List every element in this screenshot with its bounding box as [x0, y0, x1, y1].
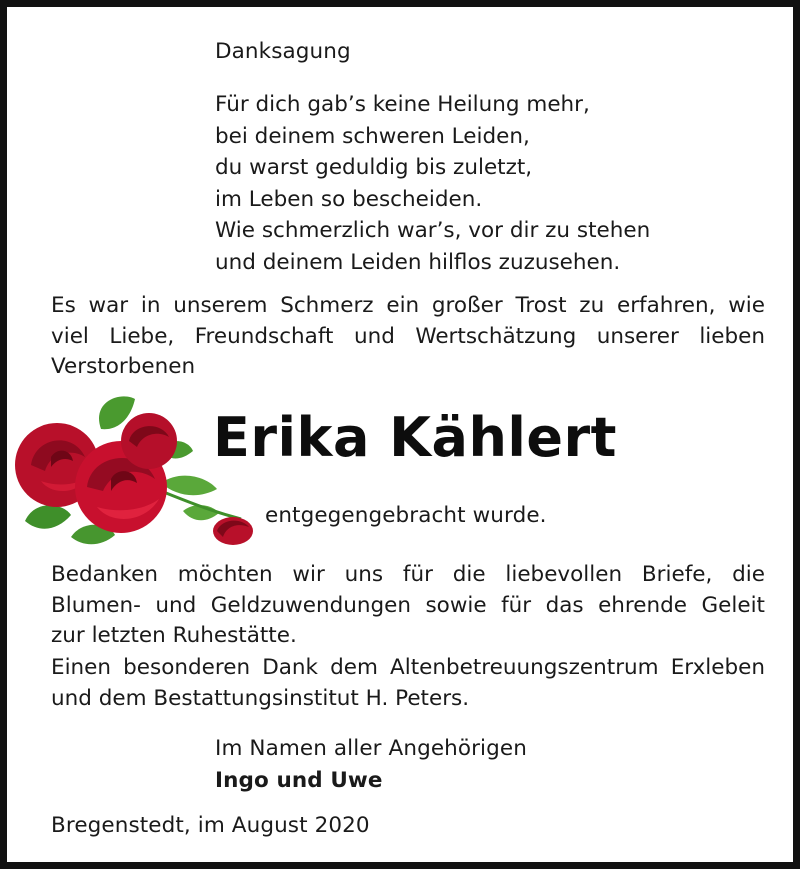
signature-names: Ingo und Uwe	[215, 768, 383, 793]
deceased-name: Erika Kählert	[213, 406, 617, 469]
gratitude-paragraph	[51, 291, 765, 383]
poem-line: bei deinem schweren Leiden,	[215, 123, 530, 149]
signature-intro: Im Namen aller Angehörigen	[215, 736, 527, 761]
poem-line: Wie schmerzlich war’s, vor dir zu stehen	[215, 218, 651, 243]
place-date: Bregenstedt, im August 2020	[51, 813, 370, 838]
paragraph-line: Einen besonderen Dank dem Altenbetreuungszentrum Erxleben	[51, 655, 765, 680]
poem-line: du warst geduldig bis zuletzt,	[215, 155, 533, 180]
poem-line: Für dich gab’s keine Heilung mehr,	[215, 92, 590, 117]
poem-line: im Leben so bescheiden.	[215, 186, 483, 212]
thanks-paragraph	[51, 560, 765, 652]
notice-heading: Danksagung	[215, 39, 351, 64]
poem-line: und deinem Leiden hilflos zuzusehen.	[215, 249, 621, 275]
paragraph-line: viel Liebe, Freundschaft und Wertschätzung unserer lieben	[51, 323, 765, 349]
paragraph-line: und dem Bestattungsinstitut H. Peters.	[51, 685, 470, 711]
paragraph-line: Es war in unserem Schmerz ein großer Trost zu erfahren, wie	[51, 293, 765, 318]
poem	[215, 89, 650, 278]
paragraph-line: Blumen- und Geldzuwendungen sowie für das ehrende Geleit	[51, 592, 765, 618]
after-name-text: entgegengebracht wurde.	[265, 503, 547, 528]
special-thanks-paragraph	[51, 653, 765, 714]
paragraph-line: Verstorbenen	[51, 354, 196, 379]
paragraph-line: zur letzten Ruhestätte.	[51, 623, 297, 648]
paragraph-line: Bedanken möchten wir uns für die liebevollen Briefe, die	[51, 562, 765, 587]
